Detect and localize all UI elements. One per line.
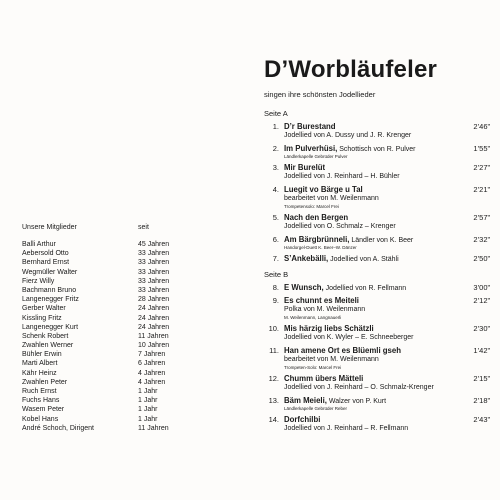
track-number: 9. — [272, 296, 279, 305]
track-duration: 2’57” — [473, 213, 490, 222]
album-title: D’Worbläufeler — [264, 56, 438, 83]
member-years: 4 Jahren — [138, 378, 166, 386]
member-name: Balli Arthur — [22, 241, 56, 248]
track-number: 1. — [272, 122, 279, 131]
track-title — [284, 415, 320, 424]
member-row — [22, 277, 182, 286]
member-name: Ruch Ernst — [22, 388, 57, 395]
track-row — [264, 213, 490, 232]
track-title — [284, 144, 416, 153]
member-years: 11 Jahren — [138, 332, 169, 340]
track-number: 7. — [272, 254, 279, 263]
track-duration: 1’42” — [473, 346, 490, 355]
member-years: 1 Jahr — [138, 388, 158, 395]
track-title — [284, 346, 401, 355]
member-row — [22, 405, 182, 414]
track-duration: 2’21” — [473, 185, 490, 194]
track-number: 12. — [268, 374, 279, 383]
member-years: 1 Jahr — [138, 397, 158, 405]
track-title — [284, 324, 374, 333]
track-row — [264, 144, 490, 160]
track-duration: 2’27” — [473, 163, 490, 172]
member-row — [22, 415, 182, 424]
track-duration: 1’55” — [473, 144, 490, 153]
member-row — [22, 359, 182, 368]
track-note: Trompetensolo: Marcel Frei — [284, 204, 339, 209]
track-credit: Jodellied von A. Dussy und J. R. Krenger — [284, 132, 412, 139]
album-subtitle: singen ihre schönsten Jodellieder — [264, 90, 376, 99]
track-note: Handorgel-Duett K. Beer–W. Dänzer — [284, 245, 357, 250]
track-title-text: Han amene Ort es Blüemli gseh — [284, 346, 401, 355]
track-row — [264, 296, 490, 321]
track-row — [264, 122, 490, 141]
member-name: Wegmüller Walter — [22, 268, 78, 276]
track-duration: 2’18” — [473, 396, 490, 405]
member-years: 28 Jahren — [138, 296, 170, 304]
track-title — [284, 185, 363, 194]
member-row — [22, 286, 182, 295]
track-number: 13. — [268, 396, 279, 405]
member-name: Aebersold Otto — [22, 250, 69, 258]
track-number: 14. — [268, 415, 279, 424]
member-row — [22, 424, 182, 433]
member-name: Zwahlen Werner — [22, 342, 74, 350]
track-number: 3. — [272, 163, 279, 172]
member-name: Langenegger Kurt — [22, 323, 79, 331]
member-years: 1 Jahr — [138, 415, 158, 423]
member-row — [22, 323, 182, 332]
track-title — [284, 163, 325, 172]
member-row — [22, 341, 182, 350]
track-title-text: S’Ankebälli, — [284, 254, 329, 263]
member-name: Marti Albert — [22, 360, 58, 368]
track-row — [264, 415, 490, 434]
track-title-suffix: Jodellied von R. Fellmann — [323, 285, 407, 292]
member-years: 33 Jahren — [138, 286, 170, 294]
track-title-text: E Wunsch, — [284, 283, 324, 292]
track-title — [284, 374, 363, 383]
member-row — [22, 268, 182, 277]
track-number: 8. — [272, 283, 279, 292]
member-name: Kähr Heinz — [22, 369, 57, 377]
track-number: 6. — [272, 235, 279, 244]
members-header — [22, 224, 172, 231]
member-row — [22, 350, 182, 359]
track-title-suffix: Schottisch von R. Pulver — [337, 146, 416, 153]
member-years: 33 Jahren — [138, 277, 170, 285]
track-title — [284, 283, 406, 292]
member-years: 10 Jahren — [138, 342, 170, 350]
track-row — [264, 235, 490, 251]
member-row — [22, 249, 182, 258]
member-name: Gerber Walter — [22, 305, 66, 313]
member-years: 33 Jahren — [138, 250, 170, 258]
track-title-suffix: Walzer von P. Kurt — [326, 398, 387, 405]
member-row — [22, 304, 182, 313]
track-credit: Jodellied von O. Schmalz – Krenger — [284, 223, 396, 230]
track-row — [264, 346, 490, 371]
track-title — [284, 213, 348, 222]
track-duration: 2’43” — [473, 415, 490, 424]
track-duration: 2’12” — [473, 296, 490, 305]
track-title — [284, 296, 359, 305]
track-number: 2. — [272, 144, 279, 153]
track-title — [284, 254, 399, 263]
track-duration: 2’50” — [473, 254, 490, 263]
member-name: Bühler Erwin — [22, 351, 62, 359]
track-number: 11. — [269, 346, 279, 355]
side-b-tracklist — [264, 283, 490, 437]
track-note: Ländlerkapelle Gebrüder Pulver — [284, 154, 348, 159]
member-name: Fierz Willy — [22, 277, 55, 285]
member-years: 24 Jahren — [138, 305, 170, 313]
track-duration: 2’15” — [473, 374, 490, 383]
track-title-suffix: Jodellied von A. Stähli — [328, 256, 399, 263]
member-row — [22, 387, 182, 396]
track-row — [264, 254, 490, 264]
track-note: Ländlerkapelle Gebrüder Reber — [284, 406, 348, 411]
track-number: 10. — [268, 324, 279, 333]
track-duration: 3’00” — [473, 283, 490, 292]
member-years: 24 Jahren — [138, 314, 170, 322]
track-row — [264, 324, 490, 343]
track-title — [284, 235, 413, 244]
track-title-text: Am Bärgbrünneli, — [284, 235, 350, 244]
track-row — [264, 396, 490, 412]
track-title-text: Mir Burelüt — [284, 163, 326, 172]
members-header-years: seit — [138, 224, 149, 231]
track-note: M. Weilenmann, Langnauerli — [284, 315, 342, 320]
member-name: Fuchs Hans — [22, 397, 60, 405]
track-title-text: Luegit vo Bärge u Tal — [284, 185, 363, 194]
track-credit: bearbeitet von M. Weilenmann — [284, 195, 379, 202]
track-title-text: Im Pulverhüsi, — [284, 144, 338, 153]
side-a-label: Seite A — [264, 109, 288, 118]
track-note: Trompeten-Solo: Marcel Frei — [284, 365, 342, 370]
member-name: André Schoch, Dirigent — [22, 424, 94, 432]
member-name: Kobel Hans — [22, 415, 59, 423]
track-number: 4. — [272, 185, 279, 194]
track-credit: bearbeitet von M. Weilenmann — [284, 356, 379, 363]
track-title-text: Nach den Bergen — [284, 213, 349, 222]
track-credit: Jodellied von J. Reinhard – O. Schmalz-Krenger — [284, 384, 434, 391]
track-row — [264, 185, 490, 210]
member-name: Bachmann Bruno — [22, 286, 77, 294]
track-title-text: Dorfchilbi — [284, 415, 321, 424]
track-duration: 2’46” — [473, 122, 490, 131]
track-title-suffix: Ländler von K. Beer — [349, 237, 414, 244]
member-years: 11 Jahren — [138, 424, 169, 432]
member-years: 33 Jahren — [138, 259, 170, 267]
members-list — [22, 240, 182, 433]
member-name: Schenk Robert — [22, 332, 69, 340]
member-name: Langenegger Fritz — [22, 296, 79, 304]
member-years: 6 Jahren — [138, 360, 166, 368]
track-title-text: Es chunnt es Meiteli — [284, 296, 359, 305]
track-title-text: Mis härzig liebs Schätzli — [284, 324, 374, 333]
track-credit: Jodellied von J. Reinhard – R. Fellmann — [284, 425, 409, 432]
track-title — [284, 122, 336, 131]
members-header-name: Unsere Mitglieder — [22, 224, 77, 231]
track-duration: 2’30” — [473, 324, 490, 333]
track-credit: Jodellied von J. Reinhard – H. Bühler — [284, 173, 400, 180]
member-row — [22, 369, 182, 378]
member-row — [22, 295, 182, 304]
track-credit: Jodellied von K. Wyler – E. Schneeberger — [284, 334, 414, 341]
side-b-label: Seite B — [264, 270, 289, 279]
track-duration: 2’32” — [473, 235, 490, 244]
side-a-tracklist — [264, 122, 490, 267]
track-row — [264, 163, 490, 182]
member-row — [22, 258, 182, 267]
track-title-text: Bäm Meieli, — [284, 396, 327, 405]
member-name: Kissling Fritz — [22, 314, 62, 322]
member-row — [22, 378, 182, 387]
member-row — [22, 332, 182, 341]
track-title-text: D’r Burestand — [284, 122, 336, 131]
member-years: 4 Jahren — [138, 369, 166, 377]
member-name: Zwahlen Peter — [22, 378, 68, 386]
track-title — [284, 396, 386, 405]
track-title-text: Chumm übers Mätteli — [284, 374, 364, 383]
member-row — [22, 314, 182, 323]
track-row — [264, 283, 490, 293]
track-credit: Polka von M. Weilenmann — [284, 306, 366, 313]
track-row — [264, 374, 490, 393]
track-number: 5. — [272, 213, 279, 222]
member-years: 33 Jahren — [138, 268, 170, 276]
member-years: 7 Jahren — [138, 351, 166, 359]
member-row — [22, 240, 182, 249]
member-name: Wasem Peter — [22, 406, 65, 414]
member-years: 24 Jahren — [138, 323, 170, 331]
member-name: Bernhard Ernst — [22, 259, 70, 267]
member-years: 1 Jahr — [138, 406, 158, 414]
member-row — [22, 396, 182, 405]
member-years: 45 Jahren — [138, 241, 170, 248]
